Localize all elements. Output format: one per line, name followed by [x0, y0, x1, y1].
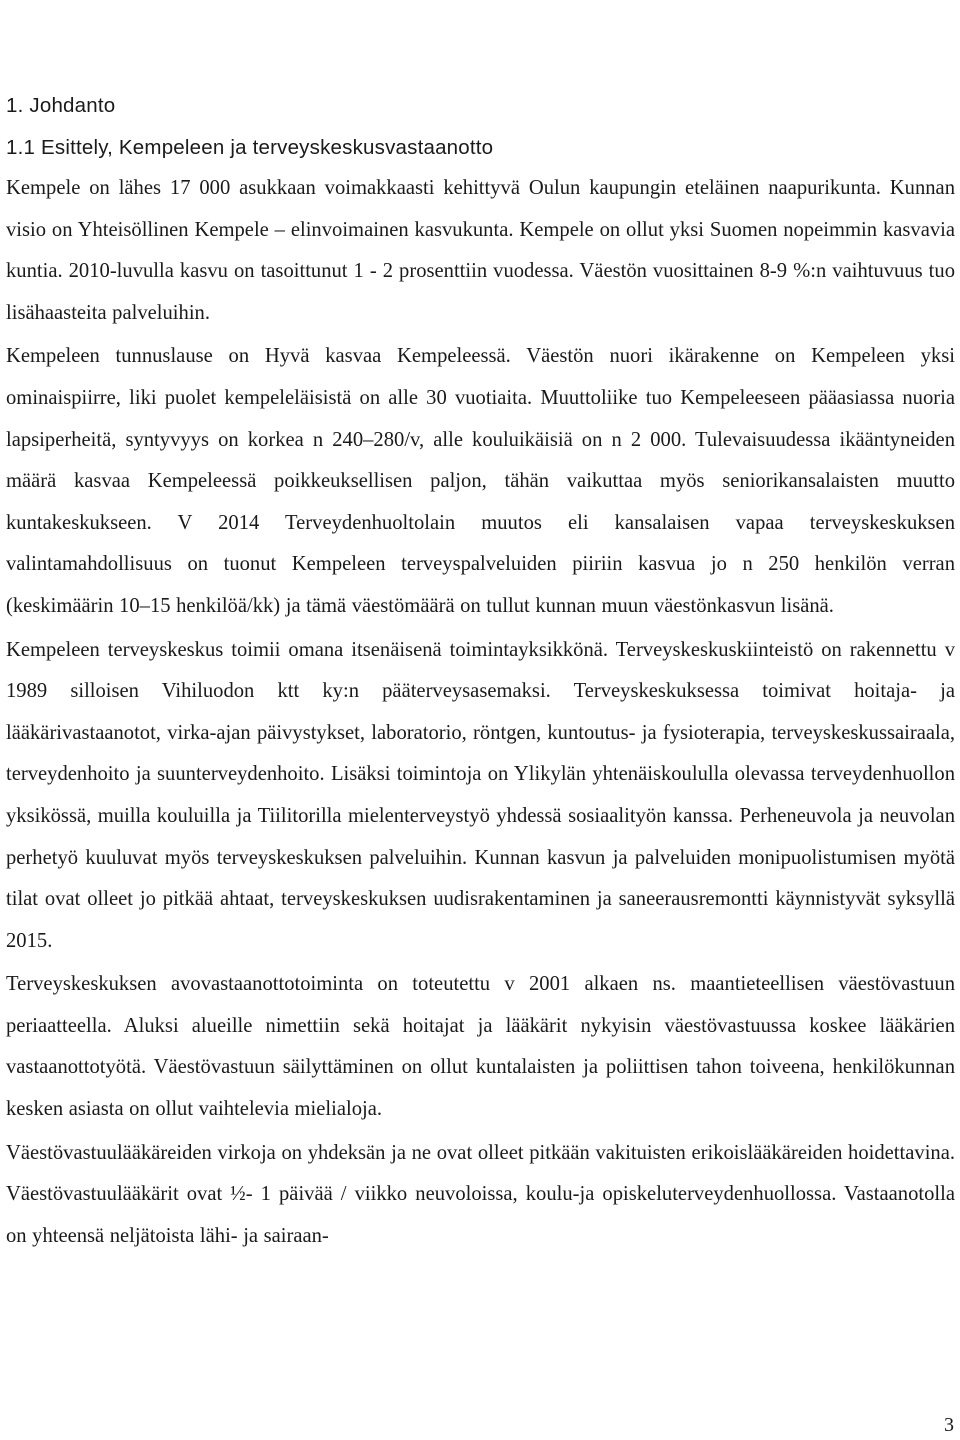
paragraph-population-responsibility: Terveyskeskuksen avovastaanottotoiminta on toteutettu v 2001 alkaen ns. maantieteellisen väestövastuun periaatteella. Aluksi alueille nimettiin sekä hoitajat ja lääkärit nykyisin väestövastuussa koskee lääkärien vastaanottotyötä. Väestövastuun säilyttäminen on ollut kuntalaisten ja poliittisen tahon toiveena, henkilökunnan kesken asiasta on ollut vaihtelevia mielialoja. — [6, 973, 955, 1121]
page-number: 3 — [944, 1414, 954, 1436]
paragraph-health-center: Kempeleen terveyskeskus toimii omana itsenäisenä toimintayksikkönä. Terveyskeskuskiinteistö on rakennettu v 1989 silloisen Vihiluodon ktt ky:n pääterveysasemaksi. Terveyskeskuksessa toimivat hoitaja- ja lääkärivastaanotot, virka-ajan päivystykset, laboratorio, röntgen, kuntoutus- ja fysioterapia, terveyskeskussairaala, terveydenhoito ja suunterveydenhoito. Lisäksi toimintoja on Ylikylän yhtenäiskoululla olevassa terveydenhuollon yksikössä, muilla kouluilla ja Tiilitorilla mielenterveystyö yhdessä sosiaalityön kanssa. Perheneuvola ja neuvolan perhetyö kuuluvat myös terveyskeskuksen palveluihin. Kunnan kasvun ja palveluiden monipuolistumisen myötä tilat ovat olleet jo pitkää ahtaat, terveyskeskuksen uudisrakentaminen ja saneerausremontti käynnistyvät syksyllä 2015. — [6, 638, 955, 952]
document-body — [6, 92, 955, 1259]
paragraph-kempele-intro: Kempele on lähes 17 000 asukkaan voimakkaasti kehittyvä Oulun kaupungin eteläinen naapurikunta. Kunnan visio on Yhteisöllinen Kempele – elinvoimainen kasvukunta. Kempele on ollut yksi Suomen nopeimmin kasvavia kuntia. 2010-luvulla kasvu on tasoittunut 1 - 2 prosenttiin vuodessa. Väestön vuosittainen 8-9 %:n vaihtuvuus tuo lisähaasteita palveluihin. — [6, 177, 955, 324]
paragraph-population: Kempeleen tunnuslause on Hyvä kasvaa Kempeleessä. Väestön nuori ikärakenne on Kempeleen yksi ominaispiirre, liki puolet kempeleläisistä on alle 30 vuotiaita. Muuttoliike tuo Kempeleeseen pääasiassa nuoria lapsiperheitä, syntyvyys on korkea n 240–280/v, alle kouluikäisiä on n 2 000. Tulevaisuudessa ikääntyneiden määrä kasvaa Kempeleessä poikkeuksellisen paljon, tähän vaikuttaa myös seniorikansalaisten muutto kuntakeskukseen. V 2014 Terveydenhuoltolain muutos eli kansalaisen vapaa terveyskeskuksen valintamahdollisuus on tuonut Kempeleen terveyspalveluiden piiriin kasvua jo n 250 henkilön verran (keskimäärin 10–15 henkilöä/kk) ja tämä väestömäärä on tullut kunnan muun väestönkasvun lisänä. — [6, 345, 955, 617]
section-heading: 1.1 Esittely, Kempeleen ja terveyskeskusvastaanotto — [6, 136, 494, 159]
paragraph-doctors: Väestövastuulääkäreiden virkoja on yhdeksän ja ne ovat olleet pitkään vakituisten erikoislääkäreiden hoidettavina. Väestövastuulääkärit ovat ½- 1 päivää / viikko neuvoloissa, koulu-ja opiskeluterveydenhuollossa. Vastaanotolla on yhteensä neljätoista lähi- ja sairaan- — [6, 1141, 955, 1247]
chapter-heading: 1. Johdanto — [6, 94, 116, 117]
